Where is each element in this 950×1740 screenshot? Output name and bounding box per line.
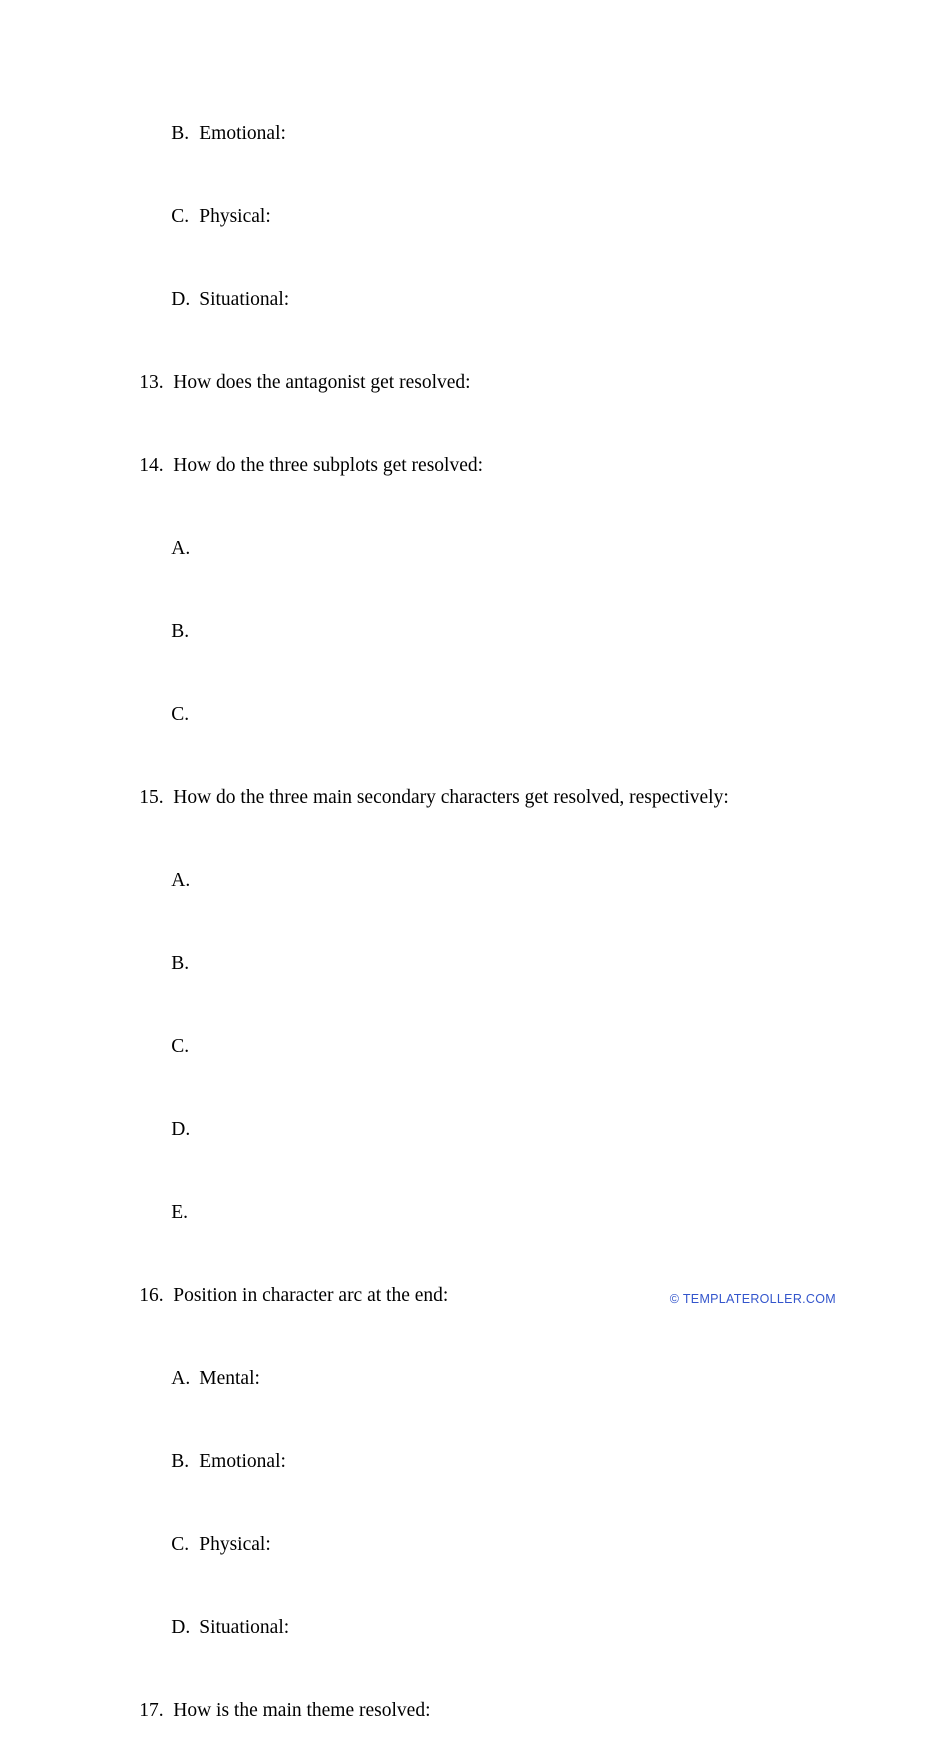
list-item-marker: 14. — [139, 454, 164, 476]
list-item-marker: 13. — [139, 371, 164, 393]
list-item-marker: 16. — [139, 1284, 164, 1306]
questionnaire-list — [110, 104, 850, 1740]
list-item-text: Physical: — [199, 205, 271, 227]
list-item-marker: D. — [171, 1118, 191, 1140]
list-item-text: Situational: — [199, 1616, 290, 1638]
list-item-marker: A. — [171, 537, 191, 559]
list-item — [110, 353, 850, 412]
list-item-marker: A. — [171, 1367, 191, 1389]
list-item — [110, 187, 850, 246]
list-item — [110, 1598, 850, 1657]
list-item-marker: D. — [171, 288, 191, 310]
copyright-icon: © — [669, 1292, 680, 1306]
list-item — [110, 104, 850, 163]
list-item-marker: C. — [171, 205, 190, 227]
list-item-text: Physical: — [199, 1533, 271, 1555]
list-item-marker: C. — [171, 1035, 190, 1057]
footer-site-link[interactable]: TEMPLATEROLLER.COM — [682, 1292, 836, 1306]
list-item-marker: C. — [171, 703, 190, 725]
list-item — [110, 1017, 850, 1076]
list-item-marker: B. — [171, 1450, 190, 1472]
list-item — [110, 1515, 850, 1574]
list-item — [110, 436, 850, 495]
list-item-marker: B. — [171, 620, 190, 642]
list-item-text: How is the main theme resolved: — [173, 1699, 431, 1721]
list-item-marker: B. — [171, 952, 190, 974]
list-item-text: Emotional: — [199, 1450, 286, 1472]
list-item — [110, 1100, 850, 1159]
list-item-text: Situational: — [199, 288, 290, 310]
list-item-text: How does the antagonist get resolved: — [173, 371, 471, 393]
list-item-marker: C. — [171, 1533, 190, 1555]
list-item — [110, 1349, 850, 1408]
list-item-marker: 17. — [139, 1699, 164, 1721]
list-item-marker: A. — [171, 869, 191, 891]
list-item-text: How do the three subplots get resolved: — [173, 454, 484, 476]
list-item — [110, 519, 850, 578]
list-item — [110, 1432, 850, 1491]
list-item-marker: B. — [171, 122, 190, 144]
list-item-marker: 15. — [139, 786, 164, 808]
list-item-text: Emotional: — [199, 122, 286, 144]
list-item — [110, 1681, 850, 1740]
list-item-marker: D. — [171, 1616, 191, 1638]
list-item-text: How do the three main secondary characters get resolved, respectively: — [173, 786, 729, 808]
list-item — [110, 685, 850, 744]
list-item — [110, 934, 850, 993]
list-item-marker: E. — [171, 1201, 189, 1223]
list-item-text: Position in character arc at the end: — [173, 1284, 449, 1306]
list-item — [110, 851, 850, 910]
list-item — [110, 270, 850, 329]
page-footer — [0, 1292, 950, 1306]
list-item — [110, 768, 850, 827]
list-item — [110, 1183, 850, 1242]
list-item-text: Mental: — [199, 1367, 260, 1389]
list-item — [110, 602, 850, 661]
